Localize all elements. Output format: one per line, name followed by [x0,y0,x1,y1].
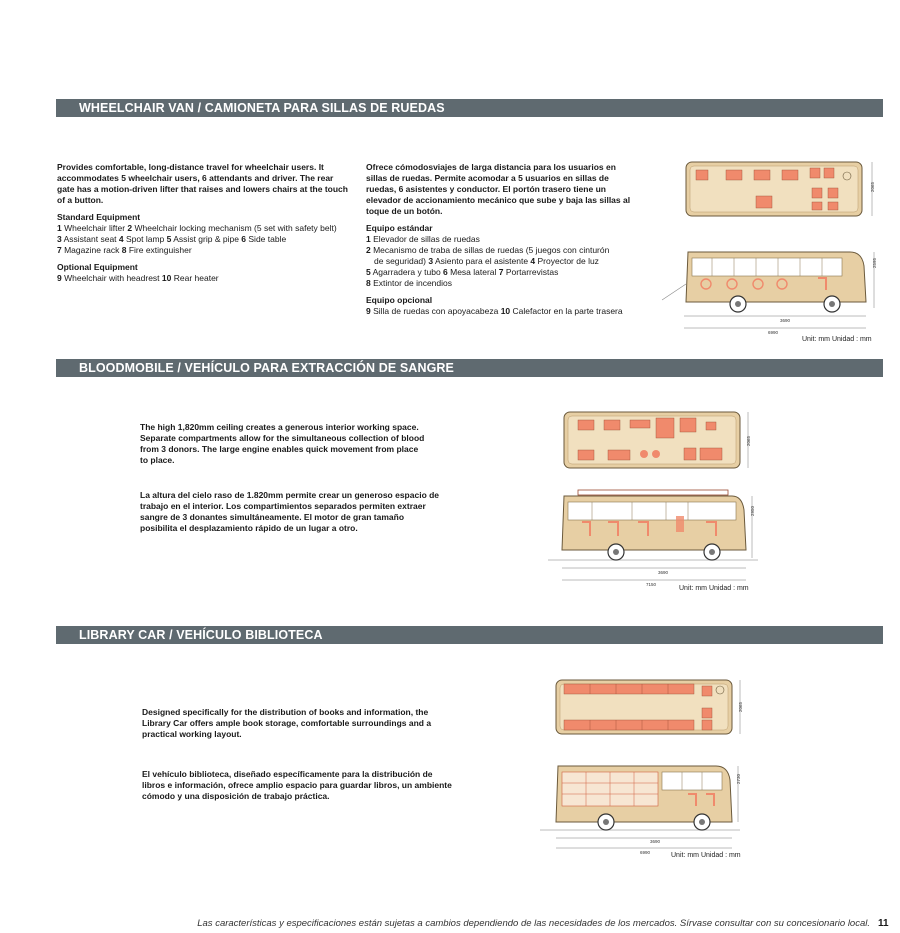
blood-english-block [140,422,425,466]
library-intro-es: El vehículo biblioteca, diseñado específicamente para la distribución de libros e información, ofrece amplio espacio para guardar libros, un ambiente cómodo y una disposición de trabajo práctica. [142,769,452,801]
library-car-top-view [552,676,752,738]
wheelchair-std-heading-en: Standard Equipment [57,212,141,222]
wheelchair-opt-line-es: 9 Silla de ruedas con apoyacabeza 10 Calefactor en la parte trasera [366,306,623,316]
disclaimer-footer: Las características y especificaciones están sujetas a cambios dependiendo de las necesidades de los mercados. Sírvase consultar con su concesionario local. [197,918,870,929]
blood-width-dim: 2065 [746,435,751,446]
wheelchair-std-line-1-es: 1 Elevador de sillas de ruedas [366,234,480,244]
bloodmobile-top-view [560,408,760,474]
wheelchair-std-line-3-en: 7 Magazine rack 8 Fire extinguisher [57,245,192,255]
library-width-dim: 2065 [738,701,743,712]
library-spanish-block [142,769,452,802]
wheelchair-height-dim: 2595 [872,257,877,268]
blood-wheelbase-dim: 3690 [658,570,669,575]
blood-unit-label: Unit: mm Unidad : mm [679,585,749,592]
library-car-side-view [540,760,750,856]
blood-length-dim: 7150 [646,582,657,586]
blood-spanish-block [140,490,440,534]
wheelchair-opt-heading-es: Equipo opcional [366,295,433,305]
bloodmobile-side-view [548,486,760,586]
wheelchair-unit-label: Unit: mm Unidad : mm [802,336,872,343]
library-english-block [142,707,452,740]
wheelchair-opt-heading-en: Optional Equipment [57,262,138,272]
library-unit-label: Unit: mm Unidad : mm [671,852,741,859]
wheelchair-english-block [57,162,352,284]
wheelchair-std-line-2-en: 3 Assistant seat 4 Spot lamp 5 Assist grip & pipe 6 Side table [57,234,287,244]
wheelchair-wheelbase-dim: 3690 [780,318,791,323]
blood-intro-en: The high 1,820mm ceiling creates a generous interior working space. Separate compartments allow for the simultaneous collection of blood from 3 donors. The large engine enables quick movement from place to place. [140,422,425,465]
blood-intro-es: La altura del cielo raso de 1.820mm permite crear un generoso espacio de trabajo en el interior. Los compartimientos separados permiten extraer sangre de 3 donantes simultáneamente. El motor de gran tamaño posibilita el desplazamiento rápido de un lugar a otro. [140,490,440,533]
wheelchair-std-line-4-es: 8 Extintor de incendios [366,278,453,288]
section-title-wheelchair: WHEELCHAIR VAN / CAMIONETA PARA SILLAS DE RUEDAS [56,99,883,117]
wheelchair-van-side-view [650,244,886,336]
page-number: 11 [878,918,889,929]
wheelchair-std-line-3-es: 5 Agarradera y tubo 6 Mesa lateral 7 Portarrevistas [366,267,559,277]
wheelchair-std-line-1-en: 1 Wheelchair lifter 2 Wheelchair locking mechanism (5 set with safety belt) [57,223,337,233]
wheelchair-width-dim: 2065 [870,181,875,192]
wheelchair-std-line-2b-es: de seguridad) 3 Asiento para el asistente 4 Proyector de luz [374,256,599,266]
wheelchair-spanish-block [366,162,638,317]
wheelchair-intro-es: Ofrece cómodosviajes de larga distancia para los usuarios en sillas de ruedas. Permite acomodar a 5 usuarios en sillas de ruedas, 6 asistentes y conductor. El portón trasero tiene un elevador de accionamiento mecánico que sube y baja las sillas al toque de un botón. [366,162,631,216]
library-height-dim: 2730 [736,773,741,784]
library-intro-en: Designed specifically for the distribution of books and information, the Library Car offers ample book storage, comfortable surroundings and a practical working layout. [142,707,432,739]
blood-height-dim: 2950 [750,505,755,516]
wheelchair-intro-en: Provides comfortable, long-distance travel for wheelchair users. It accommodates 5 wheelchair users, 6 attendants and driver. The rear gate has a motion-driven lifter that raises and lowers chairs at the touch of a button. [57,162,348,205]
wheelchair-van-top-view [682,158,882,220]
section-title-blood: BLOODMOBILE / VEHÍCULO PARA EXTRACCIÓN DE SANGRE [56,359,883,377]
wheelchair-opt-line-en: 9 Wheelchair with headrest 10 Rear heater [57,273,219,283]
section-title-library: LIBRARY CAR / VEHÍCULO BIBLIOTECA [56,626,883,644]
wheelchair-std-line-2-es: 2 Mecanismo de traba de sillas de ruedas (5 juegos con cinturón [366,245,610,255]
wheelchair-std-heading-es: Equipo estándar [366,223,433,233]
library-length-dim: 6990 [640,850,651,855]
wheelchair-length-dim: 6990 [768,330,779,335]
library-wheelbase-dim: 3690 [650,839,661,844]
